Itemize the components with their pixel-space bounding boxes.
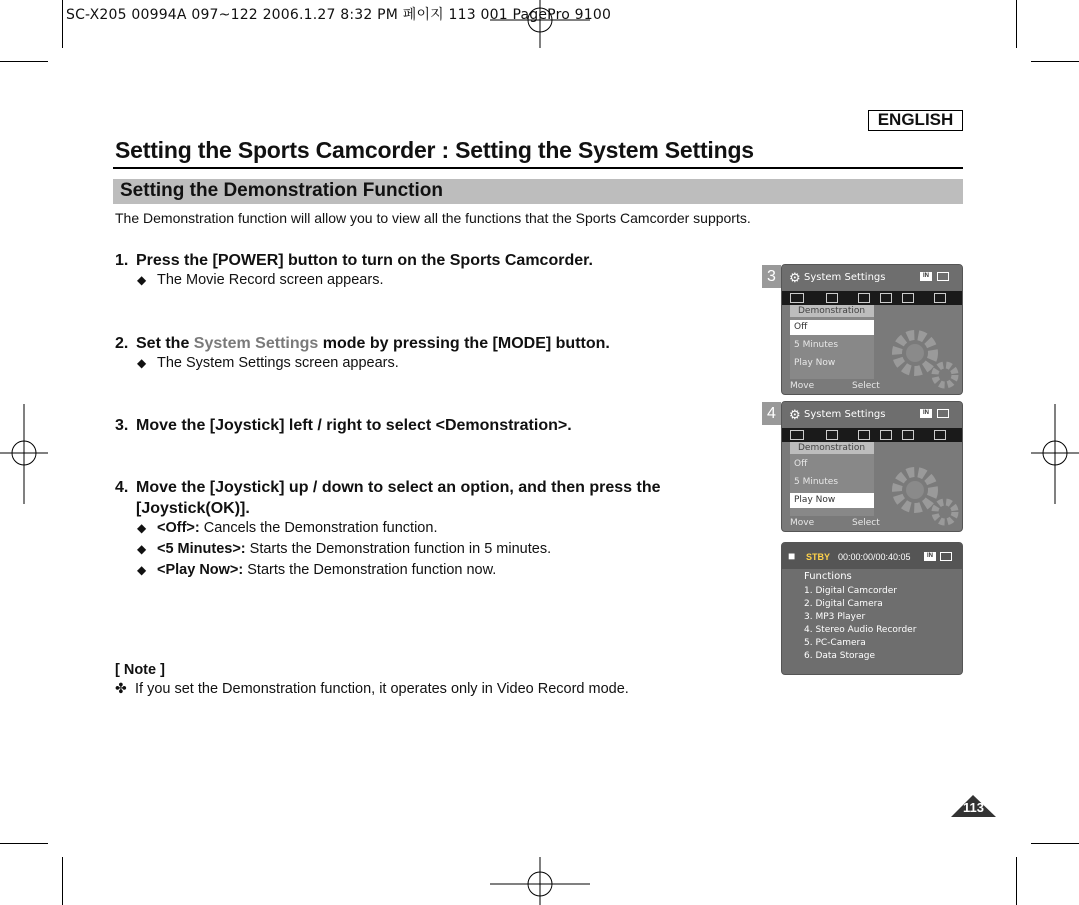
screen-badge-3: 3 — [762, 265, 781, 288]
step-4-bullet-5min: ◆ <5 Minutes>: Starts the Demonstration function in 5 minutes. — [137, 541, 552, 557]
crop-mark — [0, 61, 48, 62]
step-4-bullet-playnow: ◆ <Play Now>: Starts the Demonstration function now. — [137, 562, 497, 578]
step-2-bullet: ◆ The System Settings screen appears. — [137, 355, 399, 371]
function-item[interactable]: 2. Digital Camera — [804, 599, 883, 609]
crop-mark — [62, 0, 63, 48]
timecode: 00:00:00/00:40:05 — [838, 552, 911, 562]
storage-internal-icon: IN — [920, 272, 932, 281]
footer-move: Move — [790, 381, 815, 391]
crop-mark — [1016, 857, 1017, 905]
tab-icon — [790, 430, 804, 440]
menu-heading: Demonstration — [790, 305, 874, 317]
registration-mark-left — [0, 404, 48, 504]
battery-icon — [940, 552, 952, 561]
tab-icon — [826, 293, 838, 303]
tab-icon — [858, 293, 870, 303]
function-item[interactable]: 1. Digital Camcorder — [804, 586, 898, 596]
function-item[interactable]: 3. MP3 Player — [804, 612, 866, 622]
battery-icon — [937, 409, 949, 418]
usb-icon — [902, 293, 914, 303]
storage-internal-icon: IN — [924, 552, 936, 561]
step-1-bullet: ◆ The Movie Record screen appears. — [137, 272, 384, 288]
highlight-mode-name: System Settings — [193, 335, 319, 352]
option-play-now[interactable]: Play Now — [790, 493, 874, 508]
diamond-bullet-icon: ◆ — [137, 273, 147, 287]
step-text-line2: [Joystick(OK)]. — [136, 500, 250, 517]
registration-mark-top — [490, 0, 590, 48]
screen-badge-4: 4 — [762, 402, 781, 425]
screen-title: System Settings — [804, 409, 886, 420]
step-number: 2. — [115, 335, 129, 352]
battery-icon — [937, 272, 949, 281]
intro-text: The Demonstration function will allow you to view all the functions that the Sports Camcorder supports. — [115, 210, 751, 226]
tab-icon — [934, 293, 946, 303]
page-number: 113 — [963, 800, 984, 815]
step-4-bullet-off: ◆ <Off>: Cancels the Demonstration function. — [137, 520, 438, 536]
step-2: 2. Set the System Settings mode by pressing the [MODE] button. — [115, 335, 610, 352]
step-number: 4. — [115, 479, 129, 496]
diamond-bullet-icon: ◆ — [137, 356, 147, 370]
crop-mark — [1016, 0, 1017, 48]
status-bar — [782, 543, 962, 569]
function-item[interactable]: 5. PC-Camera — [804, 638, 866, 648]
option-5-minutes[interactable]: 5 Minutes — [794, 477, 839, 487]
option-play-now[interactable]: Play Now — [794, 358, 836, 368]
function-item[interactable]: 6. Data Storage — [804, 651, 876, 661]
print-header: SC-X205 00994A 097~122 2006.1.27 8:32 PM 페이지 113 001 PagePro 9100 — [66, 7, 612, 23]
tab-icon — [790, 293, 804, 303]
tab-icon — [880, 293, 892, 303]
menu-heading: Demonstration — [790, 442, 874, 454]
settings-tab-strip — [782, 428, 962, 442]
page-title: Setting the Sports Camcorder : Setting the System Settings — [115, 137, 754, 163]
mode-status: STBY — [806, 552, 831, 562]
crop-mark — [0, 843, 48, 844]
diamond-bullet-icon: ◆ — [137, 563, 147, 577]
section-title: Setting the Demonstration Function — [120, 180, 443, 201]
crop-mark — [1031, 843, 1079, 844]
diamond-bullet-icon: ◆ — [137, 521, 147, 535]
gear-icon: ⚙ — [789, 407, 801, 422]
diamond-bullet-icon: ◆ — [137, 542, 147, 556]
step-number: 1. — [115, 252, 129, 269]
step-text: Press the [POWER] button to turn on the Sports Camcorder. — [136, 252, 593, 269]
option-off[interactable]: Off — [794, 459, 808, 469]
step-number: 3. — [115, 417, 129, 434]
footer-select: Select — [852, 381, 880, 391]
function-item[interactable]: 4. Stereo Audio Recorder — [804, 625, 917, 635]
camcorder-icon: ■ — [788, 549, 796, 563]
crop-mark — [62, 857, 63, 905]
storage-internal-icon: IN — [920, 409, 932, 418]
note-heading: [ Note ] — [115, 662, 165, 678]
lcd-screen-demonstration-play-now — [781, 401, 963, 532]
lcd-footer — [782, 378, 962, 394]
registration-mark-bottom — [490, 857, 590, 905]
tab-icon — [826, 430, 838, 440]
usb-icon — [902, 430, 914, 440]
footer-select: Select — [852, 518, 880, 528]
screen-title: System Settings — [804, 272, 886, 283]
option-5-minutes[interactable]: 5 Minutes — [794, 340, 839, 350]
language-badge: ENGLISH — [868, 110, 963, 131]
step-text: Move the [Joystick] up / down to select an option, and then press the — [136, 479, 661, 496]
footer-move: Move — [790, 518, 815, 528]
step-text: Move the [Joystick] left / right to select <Demonstration>. — [136, 417, 572, 434]
step-3 — [115, 415, 715, 436]
registration-mark-right — [1031, 404, 1079, 504]
gear-icon: ⚙ — [789, 270, 801, 285]
settings-tab-strip — [782, 291, 962, 305]
tab-icon — [934, 430, 946, 440]
clover-note-icon: ✤ — [115, 680, 127, 696]
step-4 — [115, 477, 715, 519]
tab-icon — [858, 430, 870, 440]
lcd-screen-demonstration-off — [781, 264, 963, 395]
title-divider — [113, 167, 963, 169]
lcd-screen-functions — [781, 542, 963, 675]
crop-mark — [1031, 61, 1079, 62]
option-off[interactable]: Off — [790, 320, 874, 335]
functions-heading: Functions — [804, 571, 852, 582]
lcd-footer — [782, 515, 962, 531]
tab-icon — [880, 430, 892, 440]
note-text: ✤ If you set the Demonstration function, it operates only in Video Record mode. — [115, 680, 629, 697]
step-1 — [115, 250, 715, 271]
